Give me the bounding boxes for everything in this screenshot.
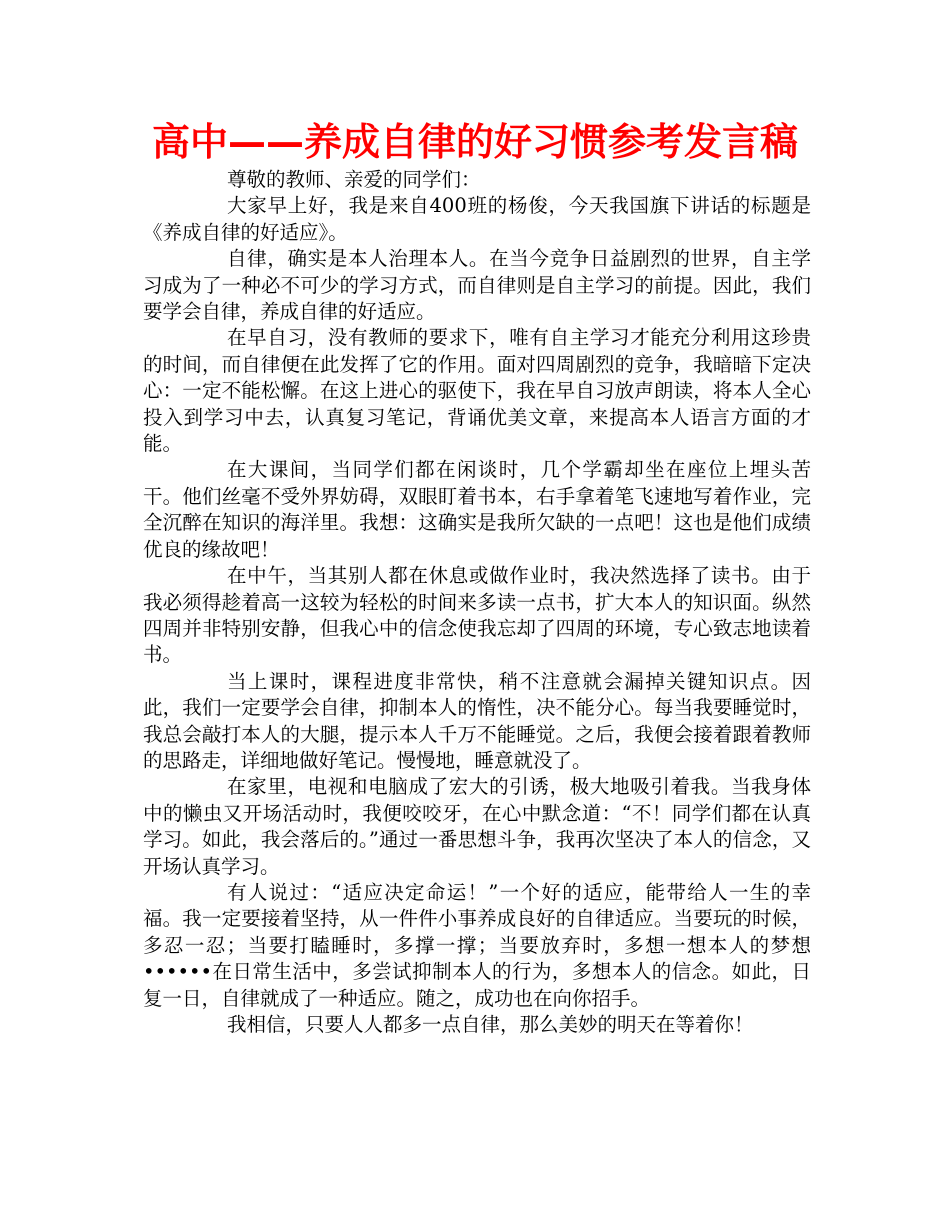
paragraph-morning-study: 在早自习，没有教师的要求下，唯有自主学习才能充分利用这珍贵的时间，而自律便在此发挥了它的作用。面对四周剧烈的竞争，我暗暗下定决心：一定不能松懈。在这上进心的驱使下，我在早自习放声朗读，将本人全心投入到学习中去，认真复习笔记，背诵优美文章，来提高本人语言方面的才能。 [143, 326, 811, 456]
paragraph-habits: 有人说过：“适应决定命运！”一个好的适应，能带给人一生的幸福。我一定要接着坚持，从一件件小事养成良好的自律适应。当要玩的时候，多忍一忍；当要打瞌睡时，多撑一撑；当要放弃时，多想一想本人的梦想••••••在日常生活中，多尝试抑制本人的行为，多想本人的信念。如此，日复一日，自律就成了一种适应。随之，成功也在向你招手。 [143, 880, 811, 1010]
paragraph-home: 在家里，电视和电脑成了宏大的引诱，极大地吸引着我。当我身体中的懒虫又开场活动时，我便咬咬牙，在心中默念道：“不！同学们都在认真学习。如此，我会落后的。”通过一番思想斗争，我再次坚决了本人的信念，又开场认真学习。 [143, 775, 811, 878]
paragraph-break-time: 在大课间，当同学们都在闲谈时，几个学霸却坐在座位上埋头苦干。他们丝毫不受外界妨碍，双眼盯着书本，右手拿着笔飞速地写着作业，完全沉醉在知识的海洋里。我想：这确实是我所欠缺的一点吧！这也是他们成绩优良的缘故吧！ [143, 458, 811, 561]
paragraph-class-time: 当上课时，课程进度非常快，稍不注意就会漏掉关键知识点。因此，我们一定要学会自律，抑制本人的惰性，决不能分心。每当我要睡觉时，我总会敲打本人的大腿，提示本人千万不能睡觉。之后，我便会接着跟着教师的思路走，详细地做好笔记。慢慢地，睡意就没了。 [143, 669, 811, 772]
document-title: 高中——养成自律的好习惯参考发言稿 [151, 120, 798, 164]
speech-body [143, 167, 811, 1038]
salutation-paragraph: 尊敬的教师、亲爱的同学们： [227, 168, 481, 191]
paragraph-closing: 我相信，只要人人都多一点自律，那么美妙的明天在等着你！ [227, 1013, 754, 1036]
paragraph-self-discipline: 自律，确实是本人治理本人。在当今竞争日益剧烈的世界，自主学习成为了一种必不可少的学习方式，而自律则是自主学习的前提。因此，我们要学会自律，养成自律的好适应。 [143, 247, 811, 324]
paragraph-noon: 在中午，当其别人都在休息或做作业时，我决然选择了读书。由于我必须得趁着高一这较为轻松的时间来多读一点书，扩大本人的知识面。纵然四周并非特别安静，但我心中的信念使我忘却了四周的环境，专心致志地读着书。 [143, 564, 811, 667]
greeting-paragraph: 大家早上好，我是来自400班的杨俊，今天我国旗下讲话的标题是《养成自律的好适应》。 [143, 194, 811, 244]
